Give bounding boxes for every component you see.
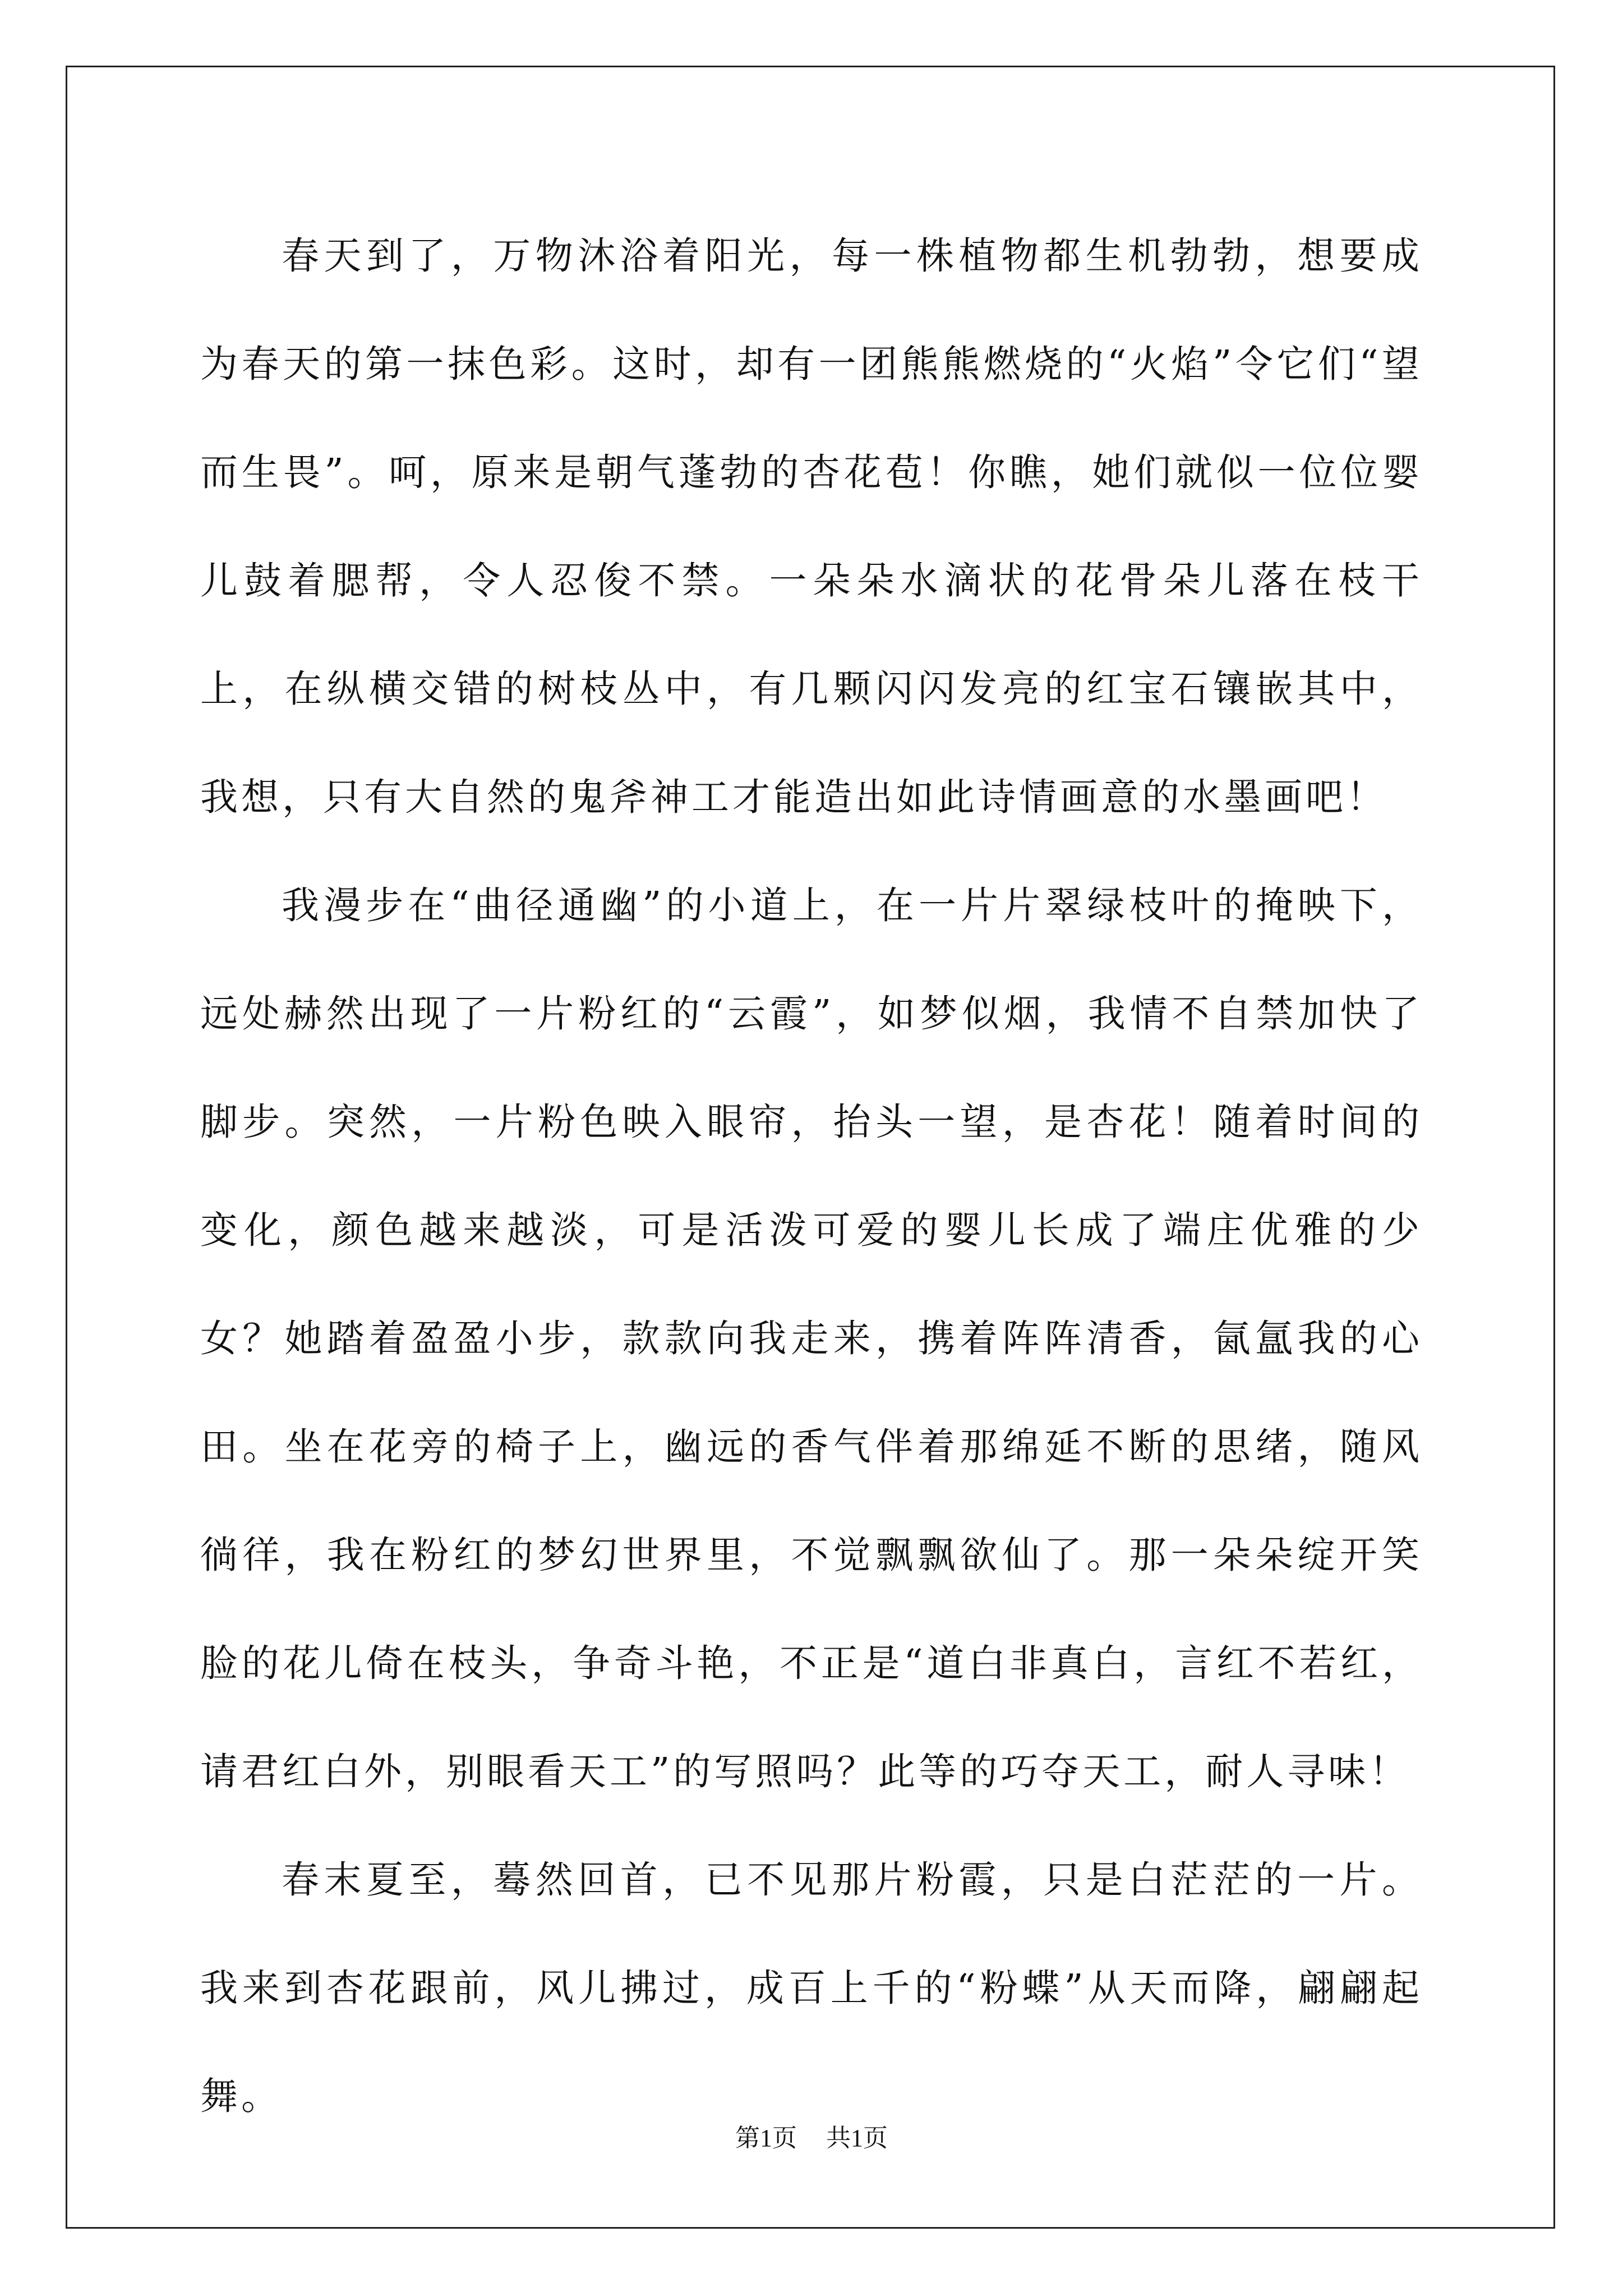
paragraph-1: 春天到了，万物沐浴着阳光，每一株植物都生机勃勃，想要成为春天的第一抹色彩。这时，却有一团熊熊燃烧的“火焰”令它们“望而生畏”。呵，原来是朝气蓬勃的杏花苞！你瞧，她们就似一位位婴儿鼓着腮帮，令人忍俊不禁。一朵朵水滴状的花骨朵儿落在枝干上，在纵横交错的树枝丛中，有几颗闪闪发亮的红宝石镶嵌其中，我想，只有大自然的鬼斧神工才能造出如此诗情画意的水墨画吧！ (200, 234, 1423, 819)
page-footer (0, 2123, 1623, 2154)
page-number-total: 共1页 (826, 2124, 888, 2152)
document-body (200, 202, 1423, 2151)
page-number-current: 第1页 (735, 2124, 797, 2152)
paragraph-3: 春末夏至，蓦然回首，已不见那片粉霞，只是白茫茫的一片。我来到杏花跟前，风儿拂过，成百上千的“粉蝶”从天而降，翩翩起舞。 (200, 1858, 1423, 2118)
paragraph-2: 我漫步在“曲径通幽”的小道上，在一片片翠绿枝叶的掩映下，远处赫然出现了一片粉红的“云霞”，如梦似烟，我情不自禁加快了脚步。突然，一片粉色映入眼帘，抬头一望，是杏花！随着时间的变化，颜色越来越淡，可是活泼可爱的婴儿长成了端庄优雅的少女？她踏着盈盈小步，款款向我走来，携着阵阵清香，氤氲我的心田。坐在花旁的椅子上，幽远的香气伴着那绵延不断的思绪，随风徜徉，我在粉红的梦幻世界里，不觉飘飘欲仙了。那一朵朵绽开笑脸的花儿倚在枝头，争奇斗艳，不正是“道白非真白，言红不若红，请君红白外，别眼看天工”的写照吗？此等的巧夺天工，耐人寻味！ (200, 884, 1423, 1793)
